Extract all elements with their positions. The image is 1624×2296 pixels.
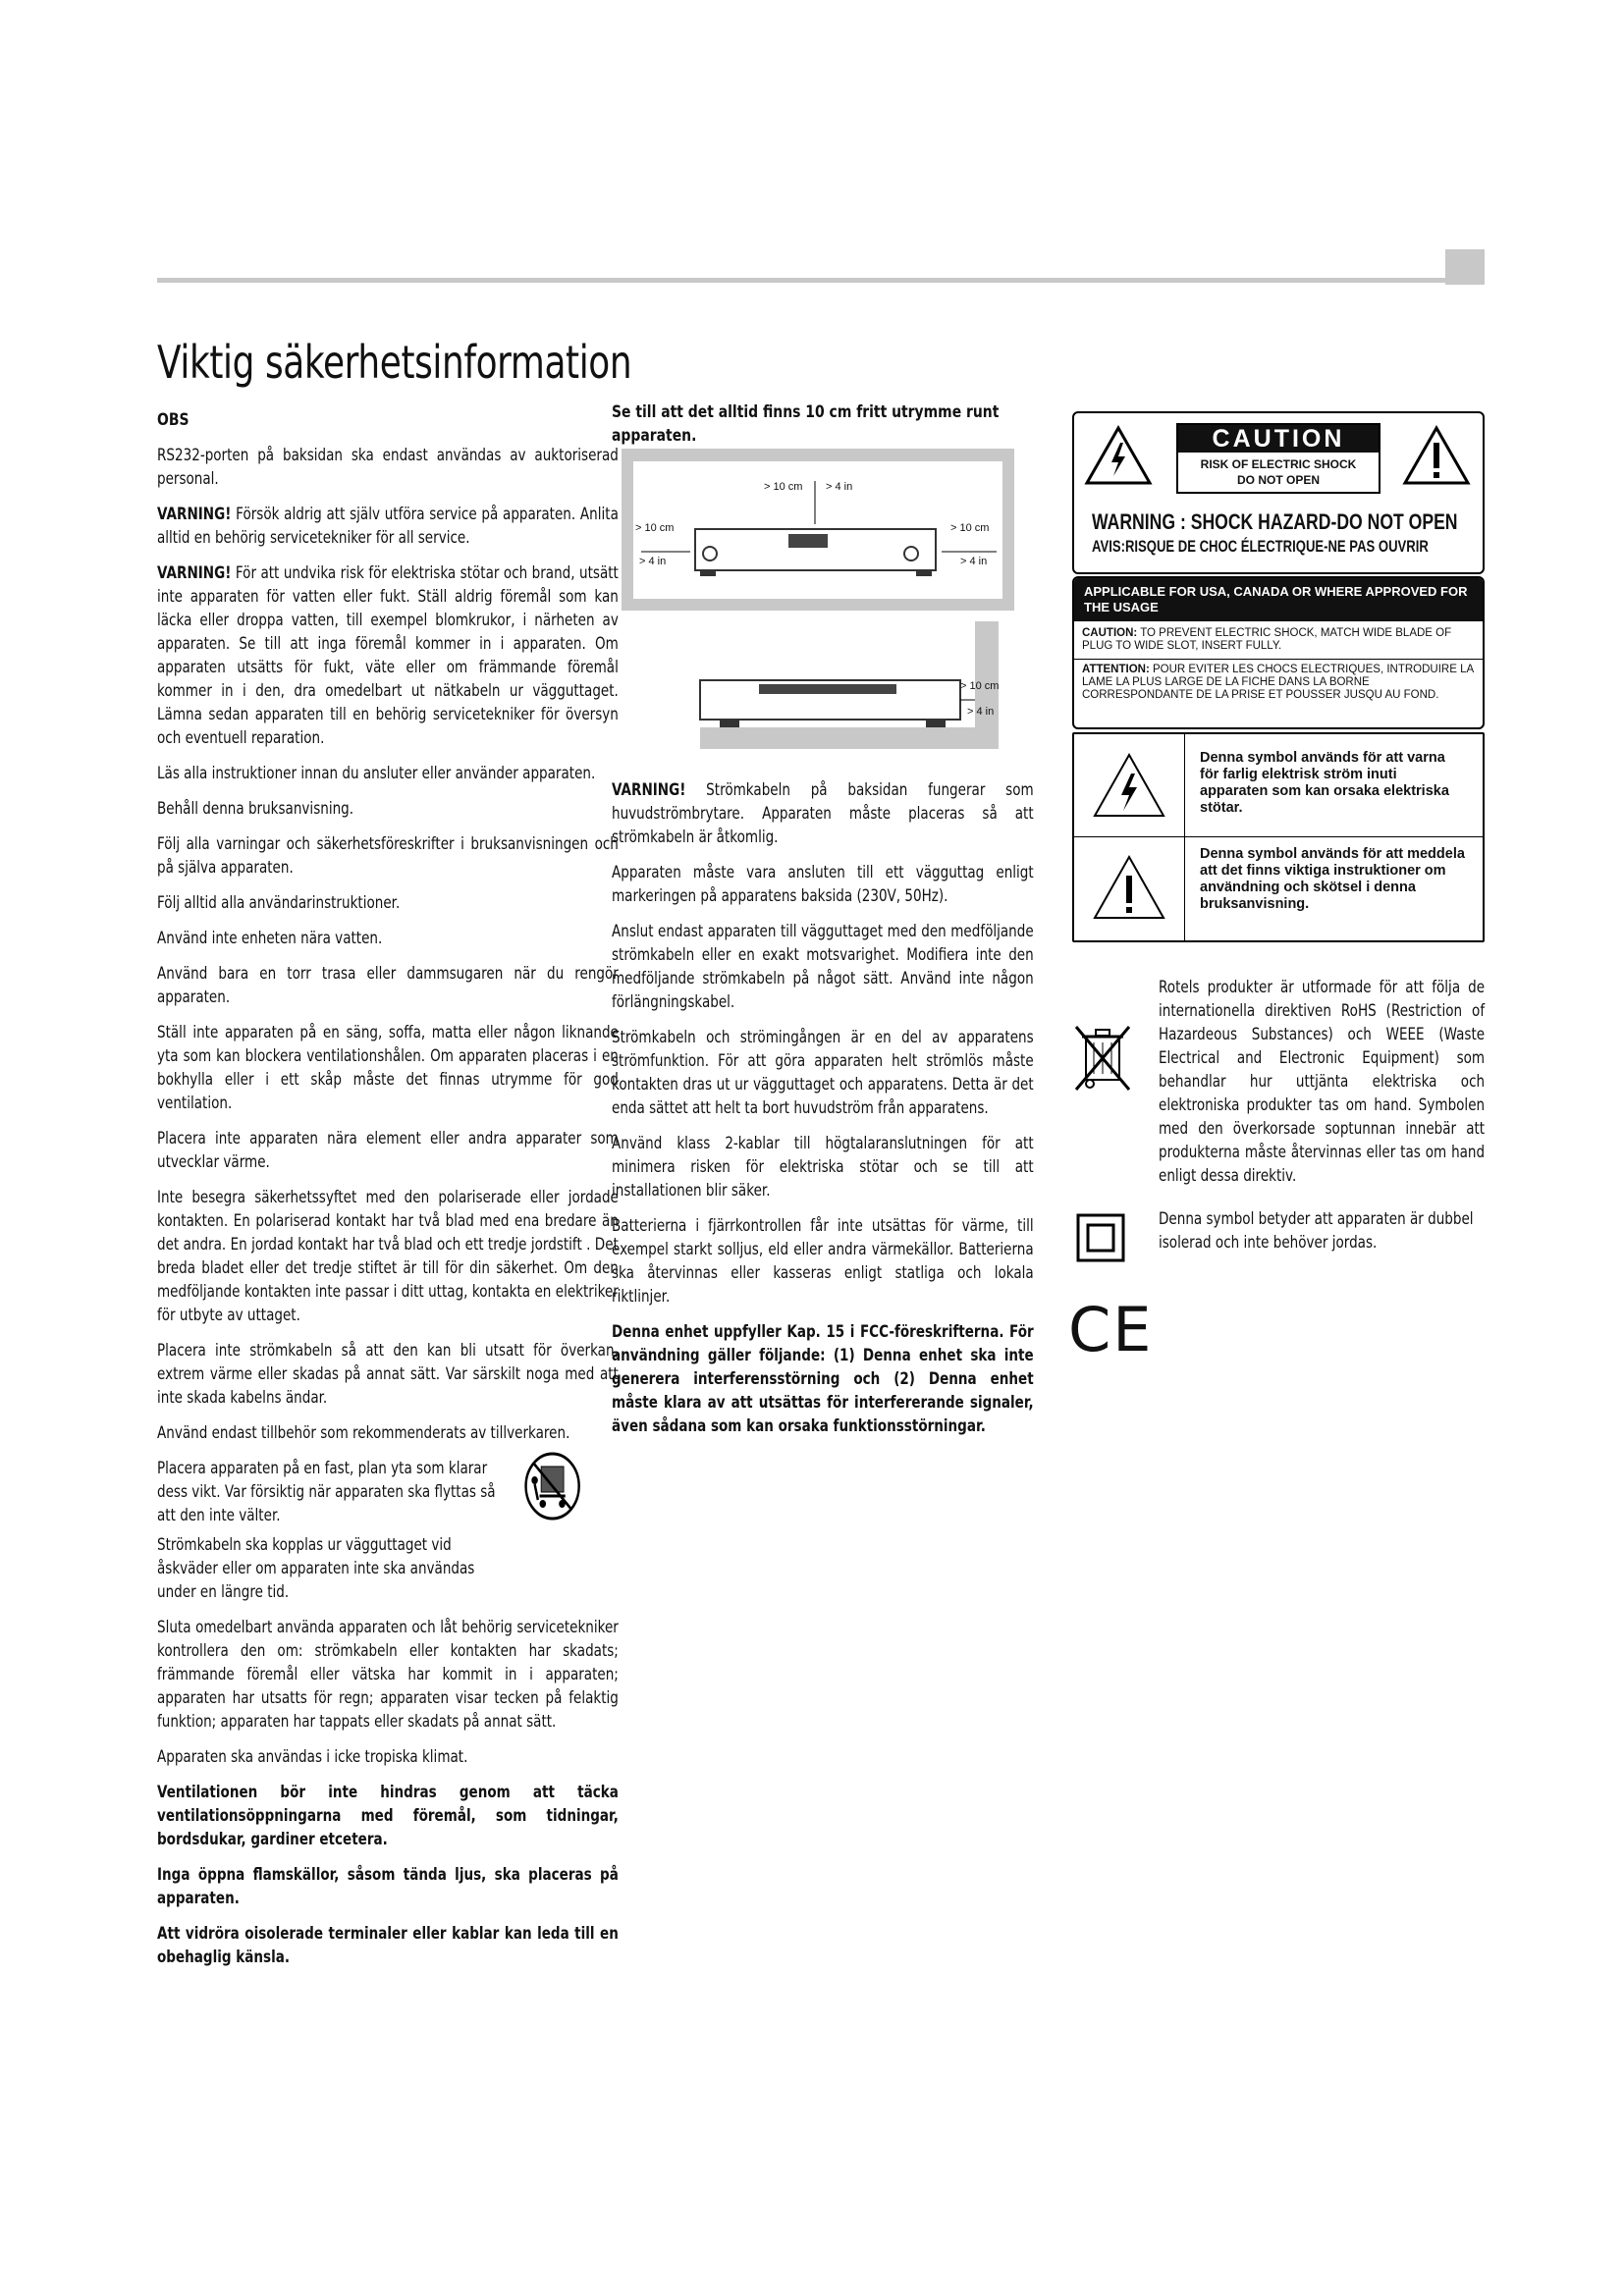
usa-heading: APPLICABLE FOR USA, CANADA OR WHERE APPROVED FOR THE USAGE (1074, 578, 1483, 621)
header-rule (157, 278, 1445, 283)
avis-line: AVIS:RISQUE DE CHOC ÉLECTRIQUE-NE PAS OUVRIR (1092, 537, 1429, 556)
paragraph-text: RS232-porten på baksidan ska endast användas av auktoriserad personal. (157, 446, 619, 488)
middle-paragraphs (612, 778, 1034, 1438)
paragraph (157, 1421, 619, 1445)
paragraph-text: Batterierna i fjärrkontrollen får inte utsättas för värme, till exempel starkt solljus, eld eller andra värmekällor. Batterierna ska återvinnas eller kasseras enligt statliga och lokala riktlinjer. (612, 1216, 1034, 1306)
paragraph-text: Att vidröra oisolerade terminaler eller kablar kan leda till en obehaglig känsla. (157, 1924, 619, 1966)
paragraph (157, 762, 619, 785)
paragraph (157, 1781, 619, 1851)
exclamation-triangle-icon (1402, 425, 1471, 486)
caution-title: CAUTION (1178, 425, 1379, 453)
paragraph (612, 1214, 1034, 1308)
symbol-explanation-box (1072, 732, 1485, 942)
ce-mark: CE (1068, 1294, 1154, 1365)
paragraph-text: Försök aldrig att själv utföra service på apparaten. Anlita alltid en behörig servicetekniker för all service. (157, 505, 619, 547)
paragraph-text: Placera inte apparaten nära element eller andra apparater som utvecklar värme. (157, 1129, 619, 1171)
cart-text-2: Strömkabeln ska kopplas ur vägguttaget vid åskväder eller om apparaten inte ska användas under en längre tid. (157, 1535, 475, 1601)
paragraph-text: Strömkabeln och strömingången är en del av apparatens strömfunktion. För att göra apparaten helt strömlös måste kontakten dras ut ur vägguttaget och apparatens. Detta är det enda sättet att helt ta bort huvudström från apparatens. (612, 1028, 1034, 1117)
page-tab-marker (1445, 249, 1485, 285)
caution-plug-body: TO PREVENT ELECTRIC SHOCK, MATCH WIDE BLADE OF PLUG TO WIDE SLOT, INSERT FULLY. (1082, 627, 1452, 652)
label-side-in: > 4 in (967, 706, 995, 718)
label-side: > 10 cm (960, 680, 1000, 692)
paragraph (612, 861, 1034, 908)
paragraph (157, 927, 619, 950)
clearance-diagram-side (612, 621, 1024, 749)
left-paragraphs-2 (157, 1616, 619, 1969)
attention-plug-label: ATTENTION: (1082, 664, 1150, 675)
paragraph (612, 778, 1034, 849)
paragraph-text: Apparaten måste vara ansluten till ett vägguttag enligt markeringen på apparatens baksida (230V, 50Hz). (612, 863, 1034, 905)
rohs-text: Rotels produkter är utformade för att följa de internationella direktiven RoHS (Restriction of Hazardeous Substances) och WEEE (Waste Electrical and Electronic Equipment) som behandlar hur uttjänta elektriska och elektroniska produkter tas om hand. Symbolen med den överkorsade soptunnan innebär att produkterna måste återvinnas eller tas om hand enligt dessa direktiv. (1159, 978, 1486, 1185)
paragraph (157, 1339, 619, 1410)
warning-lead: VARNING! (157, 563, 232, 582)
left-paragraphs (157, 444, 619, 1445)
label-right-in: > 4 in (960, 556, 988, 567)
paragraph (157, 503, 619, 550)
label-top: > 10 cm (764, 481, 803, 493)
caution-label (1072, 411, 1485, 574)
paragraph (157, 832, 619, 880)
paragraph-text: Strömkabeln på baksidan fungerar som huvudströmbrytare. Apparaten måste placeras så att strömkabeln är åtkomlig. (612, 780, 1034, 846)
paragraph (157, 1745, 619, 1769)
attention-plug-body: POUR EVITER LES CHOCS ELECTRIQUES, INTRODUIRE LA LAME LA PLUS LARGE DE LA FICHE DANS LA BORNE CORRESPONDANTE DE LA PRISE ET POUSSER JUSQU AU FOND. (1082, 664, 1474, 701)
paragraph-text: Använd inte enheten nära vatten. (157, 929, 383, 947)
cart-warning-block (157, 1457, 619, 1604)
usa-plug-notice (1072, 576, 1485, 729)
paragraph-text: Sluta omedelbart använda apparaten och låt behörig servicetekniker kontrollera den om: strömkabeln eller kontakten har skadats; främmande föremål eller vätska har kommit in i apparaten; apparaten har utsatts för regn; apparaten visar tecken på felaktig funktion; apparaten har tappats eller skadats på annat sätt. (157, 1618, 619, 1731)
caution-sub1: RISK OF ELECTRIC SHOCK (1200, 457, 1357, 471)
paragraph (612, 1132, 1034, 1202)
paragraph-text: Använd klass 2-kablar till högtalaranslutningen för att minimera risken för elektriska stötar och se till att installationen blir säker. (612, 1134, 1034, 1200)
caution-box (1176, 423, 1380, 494)
paragraph (612, 1026, 1034, 1120)
paragraph-text: Ställ inte apparaten på en säng, soffa, matta eller någon liknande yta som kan blockera ventilationshålen. Om apparaten placeras i en bokhylla eller i ett skåp måste det finnas utrymme för god ventilation. (157, 1023, 619, 1112)
paragraph-text: Läs alla instruktioner innan du ansluter eller använder apparaten. (157, 764, 596, 782)
paragraph (612, 920, 1034, 1014)
paragraph-text: För att undvika risk för elektriska stötar och brand, utsätt inte apparaten för vatten eller fukt. Ställ aldrig föremål som kan läcka eller droppa vatten, till exempel blomkrukor, i närheten av apparaten. Se till att inga föremål kommer in i apparaten. Om apparaten utsätts för fukt, väte eller om främmande föremål kommer in i den, dra omedelbart ut nätkabeln ur vägguttaget. Lämna sedan apparaten till en behörig servicetekniker för översyn och eventuell reparation. (157, 563, 619, 747)
paragraph (157, 1922, 619, 1969)
lightning-triangle-icon (1084, 425, 1153, 486)
paragraph (157, 444, 619, 491)
warning-line: WARNING : SHOCK HAZARD-DO NOT OPEN (1092, 509, 1458, 534)
label-top-in: > 4 in (826, 481, 853, 493)
obs-heading: OBS (157, 410, 189, 430)
important-instructions-symbol-icon (1092, 854, 1166, 921)
paragraph (157, 1863, 619, 1910)
paragraph-text: Ventilationen bör inte hindras genom att täcka ventilationsöppningarna med föremål, som tidningar, bordsdukar, gardiner etcetera. (157, 1783, 619, 1848)
symbol-divider (1074, 836, 1483, 837)
paragraph (157, 797, 619, 821)
paragraph (157, 891, 619, 915)
caution-sub2: DO NOT OPEN (1236, 473, 1320, 487)
warning-lead: VARNING! (157, 505, 232, 523)
clearance-diagram-front (612, 444, 1024, 615)
paragraph (157, 561, 619, 750)
paragraph-text: Denna enhet uppfyller Kap. 15 i FCC-föreskrifterna. För användning gäller följande: (1) Denna enhet ska inte generera interferensstörning och (2) Denna enhet måste klara av att utsättas för interfererande signaler, även sådana som kan orsaka funktionsstörningar. (612, 1322, 1034, 1435)
symbol-vertical-divider (1184, 734, 1185, 940)
double-insulated-icon (1076, 1213, 1125, 1262)
cart-text-1: Placera apparaten på en fast, plan yta som klarar dess vikt. Var försiktig när apparaten ska flyttas så att den inte välter. (157, 1459, 496, 1524)
clearance-heading: Se till att det alltid finns 10 cm fritt utrymme runt apparaten. (612, 402, 1000, 446)
column-left (157, 408, 619, 1981)
paragraph-text: Använd bara en torr trasa eller dammsugaren när du rengör apparaten. (157, 964, 619, 1006)
label-right: > 10 cm (950, 522, 990, 534)
paragraph (157, 1127, 619, 1174)
page-title: Viktig säkerhetsinformation (157, 336, 632, 389)
cart-tipover-icon (523, 1451, 581, 1522)
paragraph-text: Inte besegra säkerhetssyftet med den polariserade eller jordade kontakten. En polariserad kontakt har två blad med ena bredare än det andra. En jordad kontakt har två blad och ett tredje jordstift . Det breda bladet eller det tredje stiftet är till för din säkerhet. Om den medföljande kontakten inte passar i ditt uttag, kontakta en elektriker för utbyte av uttaget. (157, 1188, 619, 1324)
paragraph-text: Inga öppna flamskällor, såsom tända ljus, ska placeras på apparaten. (157, 1865, 619, 1907)
warning-lead: VARNING! (612, 780, 686, 799)
attention-plug-text (1074, 660, 1483, 702)
electric-shock-symbol-icon (1092, 752, 1166, 819)
paragraph-text: Följ alltid alla användarinstruktioner. (157, 893, 401, 912)
double-insulated-block (1159, 1207, 1485, 1255)
symbol1-text: Denna symbol används för att varna för farlig elektrisk ström inuti apparaten som kan orsaka elektriska stötar. (1200, 750, 1449, 816)
paragraph (157, 1616, 619, 1734)
paragraph-text: Placera inte strömkabeln så att den kan bli utsatt för överkan, extrem värme eller skadas på annat sätt. Var särskilt noga med att inte skada kabelns ändar. (157, 1341, 619, 1407)
paragraph (157, 1021, 619, 1115)
rohs-block (1159, 976, 1485, 1188)
crossed-bin-weee-icon (1072, 1023, 1133, 1097)
paragraph (157, 962, 619, 1009)
paragraph (612, 1320, 1034, 1438)
paragraph-text: Behåll denna bruksanvisning. (157, 799, 354, 818)
paragraph-text: Anslut endast apparaten till vägguttaget med den medföljande strömkabeln eller en exakt motsvarighet. Modifiera inte den medföljande strömkabeln på något sätt. Använd inte någon förlängningskabel. (612, 922, 1034, 1011)
label-left: > 10 cm (635, 522, 675, 534)
column-middle-text (612, 778, 1034, 1450)
paragraph-text: Använd endast tillbehör som rekommenderats av tillverkaren. (157, 1423, 570, 1442)
paragraph (157, 1186, 619, 1327)
paragraph-text: Följ alla varningar och säkerhetsföreskrifter i bruksanvisningen och på själva apparaten. (157, 834, 619, 877)
paragraph-text: Apparaten ska användas i icke tropiska klimat. (157, 1747, 468, 1766)
symbol2-text: Denna symbol används för att meddela att det finns viktiga instruktioner om användning och skötsel i denna bruksanvisning. (1200, 846, 1465, 912)
label-left-in: > 4 in (639, 556, 667, 567)
caution-plug-text (1074, 621, 1483, 653)
caution-plug-label: CAUTION: (1082, 627, 1138, 639)
double-insulated-text: Denna symbol betyder att apparaten är dubbel isolerad och inte behöver jordas. (1159, 1209, 1474, 1252)
